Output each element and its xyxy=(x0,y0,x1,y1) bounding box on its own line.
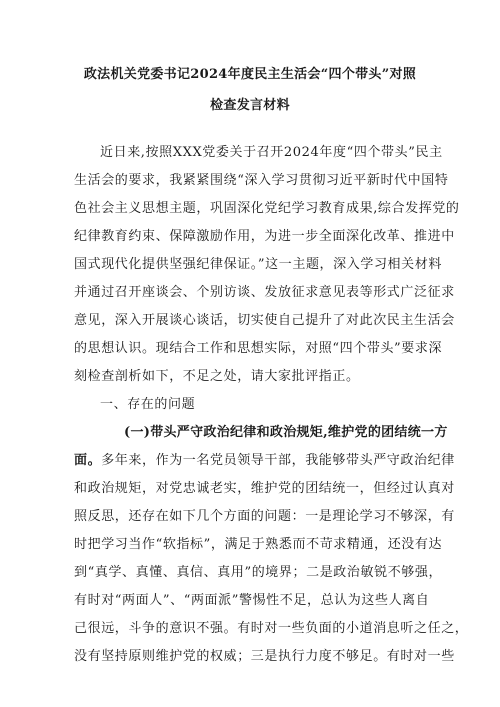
body-line: 有时对“两面人”、“两面派”警惕性不足，总认为这些人离自 xyxy=(74,593,430,608)
intro-line: 并通过召开座谈会、个别访谈、发放征求意见表等形式广泛征求 xyxy=(74,285,455,300)
body-line: 没有坚持原则维护党的权威；三是执行力度不够足。有时对一些 xyxy=(74,649,455,664)
subsection-text: 多年来，作为一名党员领导干部，我能够带头严守政治纪律 xyxy=(101,453,455,468)
intro-line: 意见，深入开展谈心谈话，切实使自己提升了对此次民主生活会 xyxy=(74,313,455,328)
subsection-heading: (一)带头严守政治纪律和政治规矩,维护党的团结统一方 xyxy=(124,425,448,440)
subsection-first-line xyxy=(74,453,455,469)
intro-line: 纪律教育约束、保障激励作用，为进一步全面深化改革、推进中 xyxy=(74,229,455,244)
body-line: 到“真学、真懂、真信、真用”的境界；二是政治敏锐不够强， xyxy=(74,565,443,580)
body-line: 照反思，还存在如下几个方面的问题：一是理论学习不够深，有 xyxy=(74,509,455,524)
subsection-heading-end: 面。 xyxy=(74,453,102,468)
body-line: 己很远，斗争的意识不强。有时对一些负面的小道消息听之任之， xyxy=(74,621,469,636)
intro-line: 国式现代化提供坚强纪律保证。”这一主题，深入学习相关材料 xyxy=(74,257,442,272)
body-line: 和政治规矩，对党忠诚老实，维护党的团结统一，但经过认真对 xyxy=(74,481,455,496)
intro-line: 生活会的要求，我紧紧围绕“深入学习贯彻习近平新时代中国特 xyxy=(74,173,449,188)
document-title-line-1: 政法机关党委书记2024年度民主生活会“四个带头”对照 xyxy=(83,67,417,82)
intro-line: 刻检查剖析如下，不足之处，请大家批评指正。 xyxy=(74,369,360,384)
intro-line: 近日来,按照XXX党委关于召开2024年度“四个带头”民主 xyxy=(100,145,443,160)
document-title-line-2: 检查发言材料 xyxy=(210,98,290,113)
section-heading: 一、存在的问题 xyxy=(100,397,196,412)
body-line: 时把学习当作“软指标”，满足于熟悉而不苛求精通，还没有达 xyxy=(74,537,443,552)
intro-line: 的思想认识。现结合工作和思想实际，对照“四个带头”要求深 xyxy=(74,341,443,356)
intro-line: 色社会主义思想主题，巩固深化党纪学习教育成果,综合发挥党的 xyxy=(74,201,460,216)
